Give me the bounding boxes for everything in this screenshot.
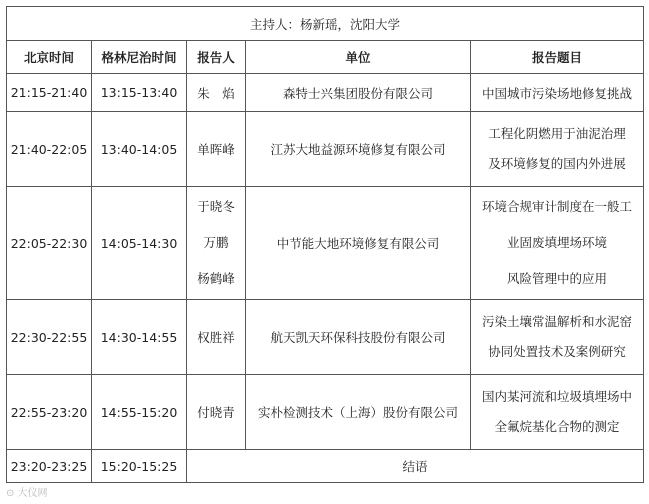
closing-label: 结语 bbox=[187, 450, 644, 483]
moderator-title: 主持人：杨新瑶，沈阳大学 bbox=[7, 7, 644, 41]
beijing-time-cell: 22:55-23:20 bbox=[7, 375, 92, 450]
topic-line: 协同处置技术及案例研究 bbox=[488, 344, 626, 359]
topic-line: 及环境修复的国内外进展 bbox=[488, 156, 626, 171]
topic-cell bbox=[471, 375, 644, 450]
header-row bbox=[7, 41, 644, 74]
gmt-time-cell: 14:30-14:55 bbox=[92, 300, 187, 375]
title-row bbox=[7, 7, 644, 41]
topic-cell bbox=[471, 74, 644, 112]
beijing-time-cell: 22:30-22:55 bbox=[7, 300, 92, 375]
topic-line: 风险管理中的应用 bbox=[507, 271, 608, 286]
speaker-cell bbox=[187, 187, 246, 300]
topic-cell bbox=[471, 300, 644, 375]
topic-line: 污染土壤常温解析和水泥窑 bbox=[482, 314, 633, 329]
organization-cell: 实朴检测技术（上海）股份有限公司 bbox=[246, 375, 471, 450]
topic-line: 全氟烷基化合物的测定 bbox=[494, 419, 620, 434]
topic-line: 国内某河流和垃圾填埋场中 bbox=[482, 389, 633, 404]
topic-line: 中国城市污染场地修复挑战 bbox=[482, 85, 633, 101]
table-row bbox=[7, 300, 644, 375]
topic-cell bbox=[471, 112, 644, 187]
topic-line: 业固废填埋场环境 bbox=[507, 235, 608, 250]
gmt-time-cell: 13:15-13:40 bbox=[92, 74, 187, 112]
speaker-name: 单晖峰 bbox=[197, 142, 235, 157]
speaker-cell bbox=[187, 300, 246, 375]
watermark-logo: ⊙ 大仪网 bbox=[6, 488, 48, 499]
table-row bbox=[7, 187, 644, 300]
topic-line: 工程化阴燃用于油泥治理 bbox=[488, 126, 626, 141]
speaker-cell bbox=[187, 74, 246, 112]
beijing-time-cell: 21:15-21:40 bbox=[7, 74, 92, 112]
header-beijing-time: 北京时间 bbox=[7, 41, 92, 74]
topic-cell bbox=[471, 187, 644, 300]
table-row bbox=[7, 74, 644, 112]
closing-row bbox=[7, 450, 644, 483]
header-topic: 报告题目 bbox=[471, 41, 644, 74]
organization-cell: 森特士兴集团股份有限公司 bbox=[246, 74, 471, 112]
speaker-name: 朱 焰 bbox=[197, 85, 235, 101]
beijing-time-cell: 21:40-22:05 bbox=[7, 112, 92, 187]
speaker-name: 杨鹤峰 bbox=[197, 271, 235, 286]
beijing-time-cell: 23:20-23:25 bbox=[7, 450, 92, 483]
gmt-time-cell: 15:20-15:25 bbox=[92, 450, 187, 483]
organization-cell: 中节能大地环境修复有限公司 bbox=[246, 187, 471, 300]
speaker-cell bbox=[187, 112, 246, 187]
speaker-name: 权胜祥 bbox=[197, 330, 235, 345]
gmt-time-cell: 14:05-14:30 bbox=[92, 187, 187, 300]
organization-cell: 江苏大地益源环境修复有限公司 bbox=[246, 112, 471, 187]
organization-cell: 航天凯天环保科技股份有限公司 bbox=[246, 300, 471, 375]
table-row bbox=[7, 112, 644, 187]
beijing-time-cell: 22:05-22:30 bbox=[7, 187, 92, 300]
header-organization: 单位 bbox=[246, 41, 471, 74]
speaker-name: 万鹏 bbox=[203, 235, 229, 250]
speaker-name: 于晓冬 bbox=[197, 199, 235, 214]
header-gmt-time: 格林尼治时间 bbox=[92, 41, 187, 74]
speaker-cell bbox=[187, 375, 246, 450]
speaker-name: 付晓青 bbox=[197, 405, 235, 420]
table-row bbox=[7, 375, 644, 450]
header-speaker: 报告人 bbox=[187, 41, 246, 74]
topic-line: 环境合规审计制度在一般工 bbox=[482, 199, 633, 214]
gmt-time-cell: 14:55-15:20 bbox=[92, 375, 187, 450]
gmt-time-cell: 13:40-14:05 bbox=[92, 112, 187, 187]
schedule-table bbox=[6, 6, 644, 483]
